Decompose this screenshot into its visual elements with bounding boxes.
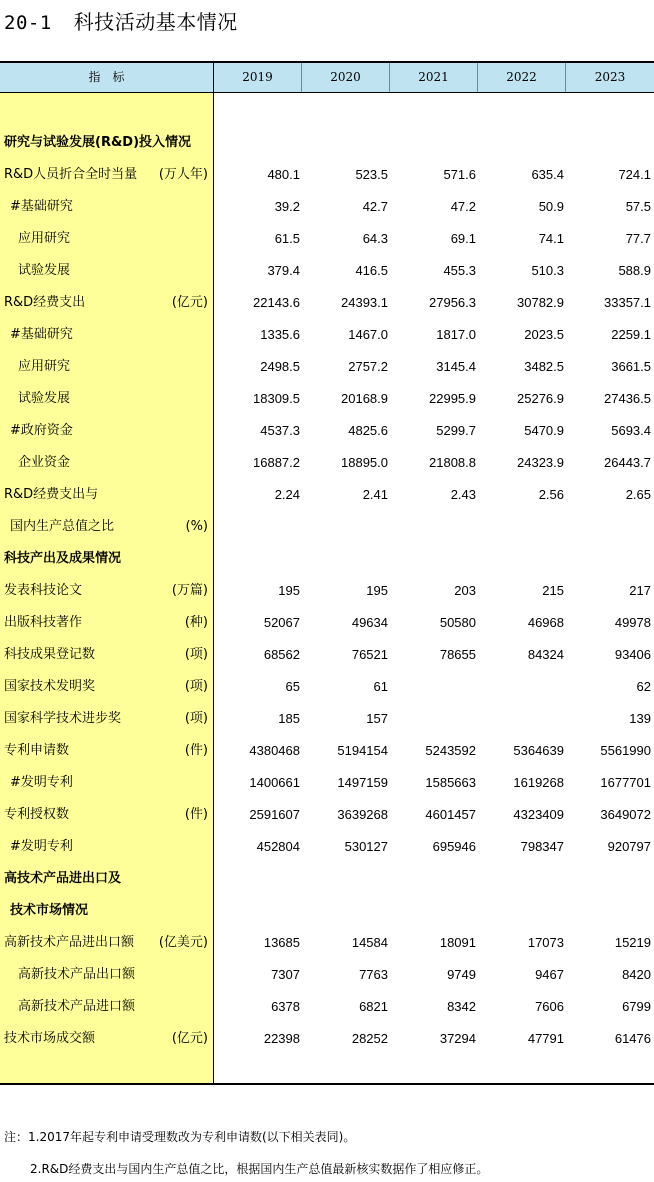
row-unit: (件) xyxy=(184,807,208,822)
table-row xyxy=(0,223,654,255)
value-cell-2019: 61.5 xyxy=(274,231,300,246)
value-cell-2023: 77.7 xyxy=(625,231,651,246)
value-cell-2023: 1677701 xyxy=(600,775,651,790)
value-cell-2020: 6821 xyxy=(359,999,388,1014)
value-cell-2022: 9467 xyxy=(535,967,564,982)
value-cell-2022: 798347 xyxy=(520,839,564,854)
value-cell-2023: 2259.1 xyxy=(611,327,651,342)
table-row xyxy=(0,639,654,671)
value-cell-2023: 62 xyxy=(636,679,651,694)
value-cell-2020: 20168.9 xyxy=(341,391,388,406)
value-cell-2021: 3145.4 xyxy=(436,359,476,374)
value-cell-2020: 1467.0 xyxy=(348,327,388,342)
value-cell-2022: 84324 xyxy=(527,647,564,662)
value-cell-2019: 452804 xyxy=(256,839,300,854)
value-cell-2019: 1335.6 xyxy=(260,327,300,342)
value-cell-2021: 1585663 xyxy=(425,775,476,790)
year-header: 2022 xyxy=(506,70,537,84)
table-row xyxy=(0,415,654,447)
value-cell-2022: 2023.5 xyxy=(524,327,564,342)
value-cell-2020: 42.7 xyxy=(362,199,388,214)
table-row xyxy=(0,543,654,575)
value-cell-2019: 39.2 xyxy=(274,199,300,214)
value-cell-2023: 93406 xyxy=(614,647,651,662)
value-cell-2021: 695946 xyxy=(432,839,476,854)
value-cell-2023: 724.1 xyxy=(618,167,651,182)
value-cell-2023: 57.5 xyxy=(625,199,651,214)
value-cell-2019: 2591607 xyxy=(249,807,300,822)
row-label: #发明专利 xyxy=(10,775,73,790)
value-cell-2021: 455.3 xyxy=(443,263,476,278)
value-cell-2023: 5561990 xyxy=(600,743,651,758)
value-cell-2020: 3639268 xyxy=(337,807,388,822)
table-row xyxy=(0,383,654,415)
value-cell-2020: 523.5 xyxy=(355,167,388,182)
table-title xyxy=(4,6,238,35)
value-cell-2019: 1400661 xyxy=(249,775,300,790)
value-cell-2023: 588.9 xyxy=(618,263,651,278)
row-label: 应用研究 xyxy=(18,231,71,246)
row-label: 技术市场情况 xyxy=(10,903,89,918)
value-cell-2022: 3482.5 xyxy=(524,359,564,374)
value-cell-2020: 61 xyxy=(373,679,388,694)
row-label: 出版科技著作 xyxy=(4,615,83,630)
table-row xyxy=(0,991,654,1023)
value-cell-2023: 61476 xyxy=(614,1031,651,1046)
value-cell-2019: 6378 xyxy=(271,999,300,1014)
value-cell-2019: 65 xyxy=(285,679,300,694)
table-row xyxy=(0,127,654,159)
table-row xyxy=(0,895,654,927)
value-cell-2022: 635.4 xyxy=(531,167,564,182)
row-label: 国家技术发明奖 xyxy=(4,679,96,694)
value-cell-2019: 185 xyxy=(278,711,300,726)
row-label: 发表科技论文 xyxy=(4,583,83,598)
value-cell-2019: 379.4 xyxy=(267,263,300,278)
row-unit: (亿美元) xyxy=(158,935,208,950)
value-cell-2020: 4825.6 xyxy=(348,423,388,438)
indicator-header: 指 标 xyxy=(88,70,125,84)
footnote-2: 2.R&D经费支出与国内生产总值之比，根据国内生产总值最新核实数据作了相应修正。 xyxy=(30,1162,489,1176)
table-number: 20-1 xyxy=(4,12,52,34)
row-label: #政府资金 xyxy=(10,423,73,438)
value-cell-2021: 47.2 xyxy=(450,199,476,214)
value-cell-2020: 1497159 xyxy=(337,775,388,790)
table-row xyxy=(0,607,654,639)
value-cell-2019: 22143.6 xyxy=(253,295,300,310)
year-header: 2020 xyxy=(330,70,361,84)
table-row xyxy=(0,479,654,511)
value-cell-2023: 217 xyxy=(629,583,651,598)
row-label: 试验发展 xyxy=(18,391,71,406)
value-cell-2019: 18309.5 xyxy=(253,391,300,406)
year-header: 2023 xyxy=(594,70,626,84)
row-label: 试验发展 xyxy=(18,263,71,278)
row-label: R&D经费支出与 xyxy=(4,487,99,502)
value-cell-2023: 3649072 xyxy=(600,807,651,822)
table-row xyxy=(0,767,654,799)
row-label: R&D经费支出 xyxy=(4,295,86,310)
table-row xyxy=(0,735,654,767)
value-cell-2019: 13685 xyxy=(263,935,300,950)
row-unit: (种) xyxy=(184,615,208,630)
value-cell-2021: 571.6 xyxy=(443,167,476,182)
value-cell-2021: 37294 xyxy=(439,1031,476,1046)
row-label: 国内生产总值之比 xyxy=(10,519,115,534)
value-cell-2019: 68562 xyxy=(263,647,300,662)
value-cell-2020: 5194154 xyxy=(337,743,388,758)
value-cell-2020: 24393.1 xyxy=(341,295,388,310)
row-label: 高新技术产品进出口额 xyxy=(4,935,135,950)
value-cell-2020: 49634 xyxy=(351,615,388,630)
value-cell-2020: 416.5 xyxy=(355,263,388,278)
value-cell-2023: 6799 xyxy=(622,999,651,1014)
value-cell-2023: 2.65 xyxy=(625,487,651,502)
row-label: 科技成果登记数 xyxy=(4,647,96,662)
value-cell-2019: 4537.3 xyxy=(260,423,300,438)
value-cell-2023: 26443.7 xyxy=(604,455,651,470)
row-label: 专利申请数 xyxy=(4,743,70,758)
row-unit: (万篇) xyxy=(171,583,208,598)
value-cell-2019: 2.24 xyxy=(274,487,300,502)
table-row xyxy=(0,159,654,191)
row-unit: (件) xyxy=(184,743,208,758)
row-label: 高新技术产品进口额 xyxy=(18,999,136,1014)
value-cell-2022: 25276.9 xyxy=(517,391,564,406)
table-row xyxy=(0,831,654,863)
value-cell-2022: 1619268 xyxy=(513,775,564,790)
table-row xyxy=(0,1023,654,1055)
value-cell-2022: 5364639 xyxy=(513,743,564,758)
table-row xyxy=(0,575,654,607)
value-cell-2022: 2.56 xyxy=(538,487,564,502)
value-cell-2022: 215 xyxy=(542,583,564,598)
table-row xyxy=(0,863,654,895)
row-label: 技术市场成交额 xyxy=(4,1031,96,1046)
value-cell-2019: 7307 xyxy=(271,967,300,982)
value-cell-2021: 69.1 xyxy=(450,231,476,246)
value-cell-2022: 5470.9 xyxy=(524,423,564,438)
value-cell-2020: 64.3 xyxy=(362,231,388,246)
row-label: 高新技术产品出口额 xyxy=(18,967,136,982)
value-cell-2020: 28252 xyxy=(351,1031,388,1046)
row-unit: (项) xyxy=(184,679,208,694)
value-cell-2020: 530127 xyxy=(344,839,388,854)
value-cell-2019: 22398 xyxy=(263,1031,300,1046)
bottom-rule xyxy=(0,1083,654,1085)
row-unit: (亿元) xyxy=(171,295,208,310)
value-cell-2021: 5243592 xyxy=(425,743,476,758)
value-cell-2022: 47791 xyxy=(527,1031,564,1046)
table-row xyxy=(0,511,654,543)
table-row xyxy=(0,255,654,287)
value-cell-2021: 50580 xyxy=(439,615,476,630)
value-cell-2020: 14584 xyxy=(351,935,388,950)
row-label: 科技产出及成果情况 xyxy=(4,551,122,566)
value-cell-2023: 3661.5 xyxy=(611,359,651,374)
value-cell-2023: 27436.5 xyxy=(604,391,651,406)
value-cell-2021: 1817.0 xyxy=(436,327,476,342)
value-cell-2020: 157 xyxy=(366,711,388,726)
row-unit: (项) xyxy=(184,647,208,662)
year-header: 2019 xyxy=(242,70,273,84)
table-row xyxy=(0,447,654,479)
value-cell-2023: 33357.1 xyxy=(604,295,651,310)
value-cell-2022: 7606 xyxy=(535,999,564,1014)
row-label: 高技术产品进出口及 xyxy=(4,871,122,886)
table-row xyxy=(0,799,654,831)
value-cell-2023: 920797 xyxy=(607,839,651,854)
row-label: #基础研究 xyxy=(10,199,73,214)
value-cell-2022: 46968 xyxy=(527,615,564,630)
value-cell-2019: 195 xyxy=(278,583,300,598)
value-cell-2023: 5693.4 xyxy=(611,423,651,438)
footnote-1: 注：1.2017年起专利申请受理数改为专利申请数(以下相关表同)。 xyxy=(4,1130,356,1144)
value-cell-2022: 30782.9 xyxy=(517,295,564,310)
table-row xyxy=(0,671,654,703)
value-cell-2020: 195 xyxy=(366,583,388,598)
row-label: R&D人员折合全时当量 xyxy=(4,167,138,182)
row-label: 企业资金 xyxy=(18,455,71,470)
value-cell-2021: 8342 xyxy=(447,999,476,1014)
value-cell-2021: 21808.8 xyxy=(429,455,476,470)
value-cell-2022: 50.9 xyxy=(538,199,564,214)
value-cell-2019: 2498.5 xyxy=(260,359,300,374)
row-label: 研究与试验发展(R&D)投入情况 xyxy=(4,135,192,150)
value-cell-2021: 78655 xyxy=(439,647,476,662)
value-cell-2022: 24323.9 xyxy=(517,455,564,470)
value-cell-2019: 4380468 xyxy=(249,743,300,758)
table-row xyxy=(0,191,654,223)
row-unit: (万人年) xyxy=(158,167,208,182)
row-unit: (项) xyxy=(184,711,208,726)
value-cell-2020: 76521 xyxy=(351,647,388,662)
value-cell-2019: 52067 xyxy=(263,615,300,630)
table-row xyxy=(0,319,654,351)
row-label: #发明专利 xyxy=(10,839,73,854)
value-cell-2021: 4601457 xyxy=(425,807,476,822)
table-row xyxy=(0,287,654,319)
table-row xyxy=(0,927,654,959)
value-cell-2022: 4323409 xyxy=(513,807,564,822)
table-row xyxy=(0,351,654,383)
value-cell-2020: 2757.2 xyxy=(348,359,388,374)
value-cell-2022: 74.1 xyxy=(538,231,564,246)
row-unit: (亿元) xyxy=(171,1031,208,1046)
value-cell-2023: 15219 xyxy=(614,935,651,950)
value-cell-2021: 5299.7 xyxy=(436,423,476,438)
value-cell-2021: 9749 xyxy=(447,967,476,982)
header-rule xyxy=(0,92,654,93)
value-cell-2023: 139 xyxy=(629,711,651,726)
value-cell-2019: 480.1 xyxy=(267,167,300,182)
value-cell-2020: 2.41 xyxy=(362,487,388,502)
row-label: 专利授权数 xyxy=(4,807,70,822)
value-cell-2021: 203 xyxy=(454,583,476,598)
value-cell-2020: 18895.0 xyxy=(341,455,388,470)
value-cell-2021: 22995.9 xyxy=(429,391,476,406)
row-label: 国家科学技术进步奖 xyxy=(4,711,122,726)
value-cell-2021: 18091 xyxy=(439,935,476,950)
row-label: 应用研究 xyxy=(18,359,71,374)
table-title-text: 科技活动基本情况 xyxy=(73,10,238,34)
value-cell-2023: 49978 xyxy=(614,615,651,630)
table-row xyxy=(0,703,654,735)
value-cell-2021: 27956.3 xyxy=(429,295,476,310)
row-label: #基础研究 xyxy=(10,327,73,342)
value-cell-2021: 2.43 xyxy=(450,487,476,502)
value-cell-2023: 8420 xyxy=(622,967,651,982)
value-cell-2019: 16887.2 xyxy=(253,455,300,470)
value-cell-2022: 510.3 xyxy=(531,263,564,278)
value-cell-2022: 17073 xyxy=(527,935,564,950)
value-cell-2020: 7763 xyxy=(359,967,388,982)
year-header: 2021 xyxy=(418,70,449,84)
table-row xyxy=(0,959,654,991)
row-unit: (%) xyxy=(185,519,208,534)
